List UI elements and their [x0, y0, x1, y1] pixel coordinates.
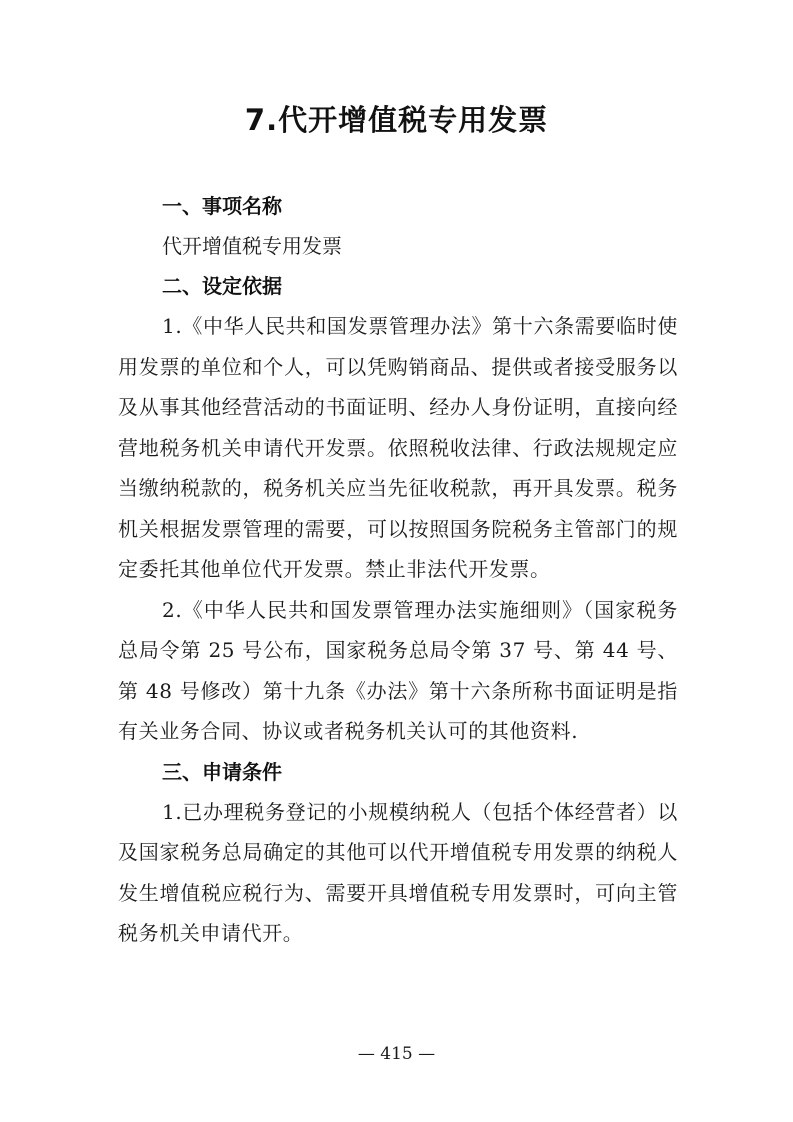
- section-heading: 二、设定依据: [162, 274, 282, 298]
- paragraph: 2.《中华人民共和国发票管理办法实施细则》（国家税务总局令第 25 号公布，国家税务总局令第 37 号、第 44 号、第 48 号修改）第十九条《办法》第十六条所称书面证明是指有关业务合同、协议或者税务机关认可的其他资料.: [118, 597, 678, 743]
- section-item-name: [118, 186, 678, 266]
- section-heading: 一、事项名称: [162, 194, 282, 218]
- section-legal-basis: [118, 266, 678, 752]
- document-title: 7.代开增值税专用发票: [244, 103, 549, 137]
- section-application-conditions: [118, 752, 678, 954]
- page-number: — 415 —: [357, 1044, 436, 1064]
- paragraph: 1.《中华人民共和国发票管理办法》第十六条需要临时使用发票的单位和个人，可以凭购销商品、提供或者接受服务以及从事其他经营活动的书面证明、经办人身份证明，直接向经营地税务机关申请代开发票。依照税收法律、行政法规规定应当缴纳税款的，税务机关应当先征收税款，再开具发票。税务机关根据发票管理的需要，可以按照国务院税务主管部门的规定委托其他单位代开发票。禁止非法代开发票。: [118, 314, 678, 581]
- paragraph: 1.已办理税务登记的小规模纳税人（包括个体经营者）以及国家税务总局确定的其他可以代开增值税专用发票的纳税人发生增值税应税行为、需要开具增值税专用发票时，可向主管税务机关申请代开。: [118, 799, 678, 945]
- section-text: 代开增值税专用发票: [162, 234, 342, 258]
- document-body: [118, 186, 678, 954]
- section-heading: 三、申请条件: [162, 759, 282, 784]
